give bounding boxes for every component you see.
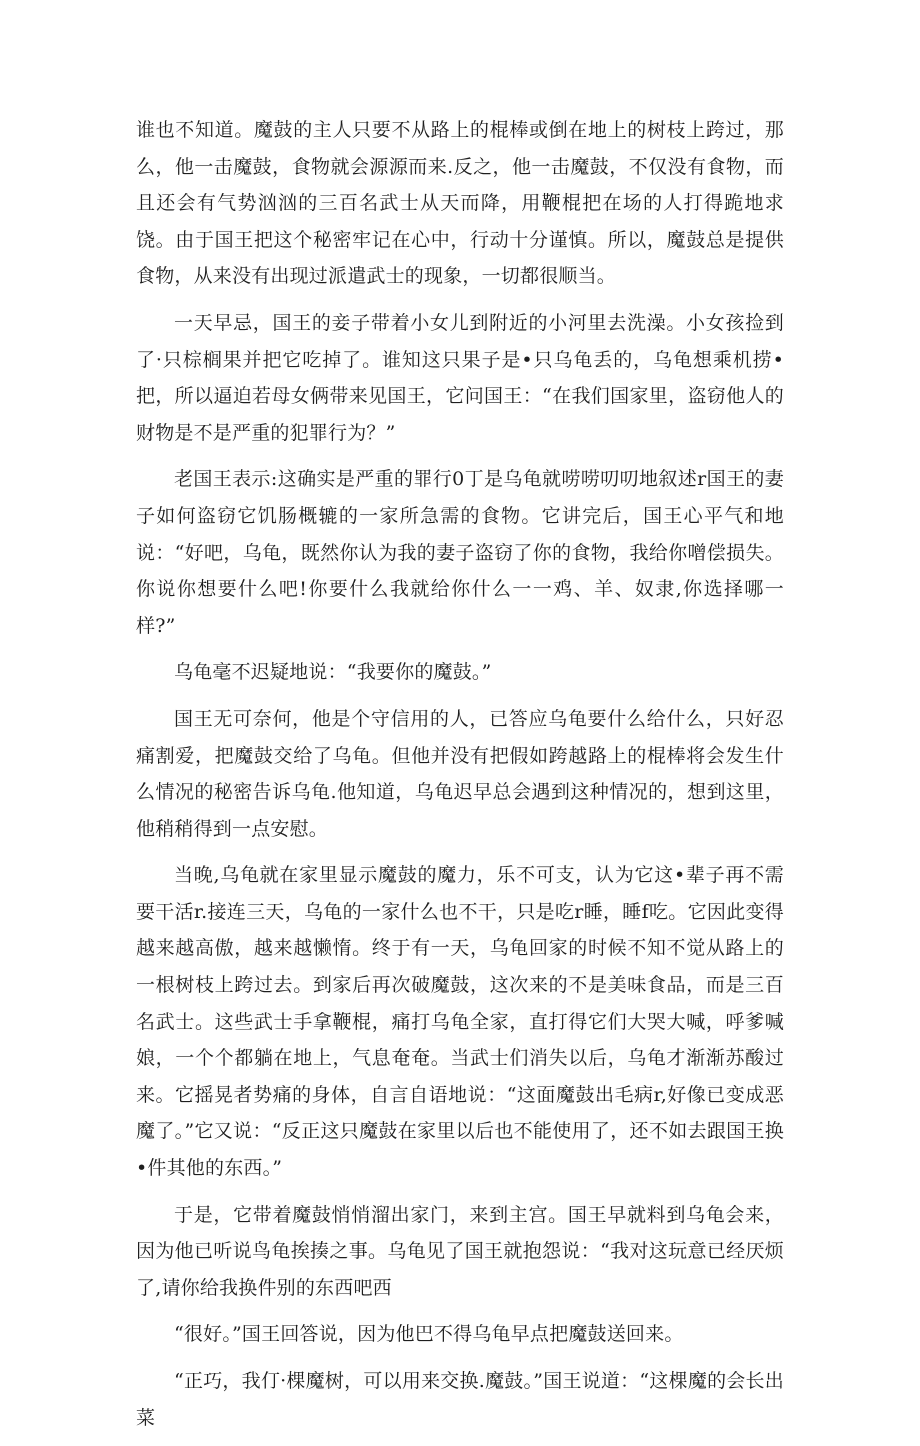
paragraph-6: 当晚,乌龟就在家里显示魔鼓的魔力，乐不可支，认为它这•辈子再不需要干活r.接连三天，乌龟的一家什么也不干，只是吃r睡，睡f吃。它因此变得越来越高傲，越来越懒惰。终于有一天，乌龟回家的时候不知不觉从路上的一根树枝上跨过去。到家后再次破魔鼓，这次来的不是美味食品，而是三百名武士。这些武士手拿鞭棍，痛打乌龟全家，直打得它们大哭大喊，呼爹喊娘，一个个都躺在地上，气息奄奄。当武士们消失以后，乌龟才渐渐苏酸过来。它摇晃者势痛的身体，自言自语地说：“这面魔鼓出毛病r,好像已变成恶魔了。”它又说：“反正这只魔鼓在家里以后也不能使用了，还不如去跟国王换•件其他的东西。” [136, 864, 784, 1180]
paragraph-3: 老国王表示:这确实是严重的罪行0丁是乌龟就唠唠叨叨地叙述r国王的妻子如何盗窃它饥肠概辘的一家所急需的食物。它讲完后，国王心平气和地说：“好吧，乌龟，既然你认为我的妻子盗窃了你的食物，我给你噌偿损失。你说你想要什么吧!你要什么我就给你什么一一鸡、羊、奴隶,你选择哪一样?” [136, 468, 784, 637]
document-body [136, 112, 784, 1446]
paragraph-2: 一天早忌，国王的妾子带着小女儿到附近的小河里去洗澡。小女孩捡到了·只棕榈果并把它吃掉了。谁知这只果子是•只乌龟丢的，乌龟想乘机捞•把，所以逼迫若母女俩带来见国王，它问国王：“在我们国家里，盗窃他人的财物是不是严重的犯罪行为？” [136, 311, 784, 444]
paragraph-5: 国王无可奈何，他是个守信用的人，已答应乌龟要什么给什么，只好忍痛割爱，把魔鼓交给了乌龟。但他并没有把假如跨越路上的棍棒将会发生什么情况的秘密告诉乌龟.他知道，乌龟迟早总会遇到这种情况的，想到这里，他稍稍得到一点安慰。 [136, 707, 784, 840]
paragraph-7: 于是，它带着魔鼓悄悄溜出家门，来到主宫。国王早就料到乌龟会来，因为他已听说鸟龟挨揍之事。乌龟见了国王就抱怨说：“我对这玩意已经厌烦了,请你给我换件别的东西吧西 [136, 1203, 784, 1299]
paragraph-9: “正巧，我仃·棵魔树，可以用来交换.魔鼓。”国王说道：“这棵魔的会长出菜 [136, 1370, 784, 1429]
paragraph-1: 谁也不知道。魔鼓的主人只要不从路上的棍棒或倒在地上的树枝上跨过，那么，他一击魔鼓，食物就会源源而来.反之，他一击魔鼓，不仅没有食物，而且还会有气势汹汹的三百名武士从天而降，用鞭棍把在场的人打得跪地求饶。由于国王把这个秘密牢记在心中，行动十分谨慎。所以，魔鼓总是提供食物，从来没有出现过派遣武士的现象，一切都很顺当。 [136, 119, 784, 288]
paragraph-8: “很好。”国王回答说，因为他巴不得乌龟早点把魔鼓送回来。 [174, 1323, 684, 1346]
paragraph-4: 乌龟毫不迟疑地说：“我要你的魔鼓。” [174, 661, 492, 684]
